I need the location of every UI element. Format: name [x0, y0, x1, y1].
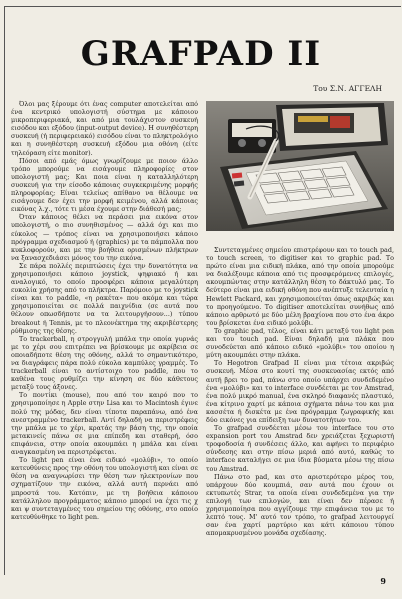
paragraph: Το grafpad συνδέεται μέσω του interface του στο expansion port του Amstrad δεν χρειάζεται ξεχωριστή τροφοδοσία ή συνδέσεις άλλο, και αφήνει το περιφέριο σύνδεσης και στην πίσω μεριά από αυτό, καθώς το interface καταλήγει σε μια ίδια βύσματα μέσω της πίσω του Amstrad.: [206, 424, 394, 473]
article-title: GRAFPAD II: [80, 34, 322, 74]
paragraph: Το ποντίκι (mouse), που από τον καιρό που το χρησιμοποίησε η Apple στην Lisa και το Macintosh έγινε πολύ της μόδας, δεν είναι τίποτα παραπάνω, από ένα ανεστραμμένο trackerball. Αντί δηλαδή να περιστρέφεις την μπάλα με το χέρι, κρατάς την βάση της, την οποία μετακινείς πάνω σε μια επίπεδη και σταθερή, όσο επιφάνεια, στην οποία ακουμπάει η μπάλα και είναι αναγκασμένη να περιστρέφεται.: [11, 391, 198, 457]
paragraph: Το Hegotron Grafpad II είναι μια τέτοια ακριβώς συσκευή. Μέσα στο κουτί της συσκευασίας εκτός από αυτή βρει το pad, πάνω στο οποίο υπάρχει συνδεδεμένο ένα «μολύβι» και το interface συνδέεται με τον Amstrad, ένα πολύ μικρό manual, ένα σκληρό διαφανές πλαστικό, ένα κίτρινο χαρτί με κάποια σχήματα πάνω του και μια κασσέτα ή δισκέτα με ένα πρόγραμμα ζωγραφικής και δύο εικόνες για επίδειξη των δυνατοτήτων του.: [206, 359, 394, 424]
left-text-column: [11, 100, 198, 568]
paragraph: Όλοι μας ξέρουμε ότι ένας computer αποτελείται από ένα κεντρικό υπολογιστή σύστημα με κάποιου μικροπεριφεριακά, και από μια τουλάχιστον συσκευή εισόδου και εξόδου (input-output device). Η συνηθέστερη συσκευή (ή περιφερειακό) εισόδου είναι το πληκτρολόγιο και η συνηθέστερη συσκευή εξόδου μια οθόνη (είτε τηλεόραση είτε monitor).: [11, 100, 198, 157]
article-byline: Του Σ.Ν. ΑΓΓΕΛΗ: [313, 84, 382, 93]
paragraph: Το light pen είναι ένα ειδικό «μολύβι», το οποίο κατευθύνεις προς την οθόνη του υπολογιστή και είναι σε θέση να αναγνωρίσει την θέση των ηλεκτρονίων που σχηματίζουν την εικόνα, αλλά αυτή περνάει από μπροστά του. Κατόπιν, με τη βοήθεια κάποιου κατάλληλου προγράμματος κάποιο μπορεί να έχει τις χ και ψ συντεταγμένες του σημείου της οθόνης, στο οποίο κατευθύνθηκε το light pen.: [11, 456, 198, 521]
paragraph: To graphic pad, τέλος, είναι κάτι μεταξύ του light pen και του touch pad. Είναι δηλαδή μια πλάκα που συνοδεύεται από κάποιο ειδικό «μολύβι» του οποίου η μύτη ακουμπάει στην πλάκα.: [206, 326, 394, 360]
software-cassette: [228, 119, 276, 153]
paragraph: Σε πάρα πολλές περιπτώσεις έχει την δυνατότητα να χρησιμοποιήσει κάποιο joystick, ψηφιακό ή και αναλογικό, το οποίο προσφέρει κάποια μεγαλύτερη ευκολία χρήσης από το πλήκτρα. Παρόμοιο με το joystick είναι και το paddle, «η ρακέτα» που ακόμα και τώρα χρησιμοποιείται σε πολλά παιχνίδια (σε αυτά που θέλουν οπωσδήποτε να τα λειτουργήσουν...) τύπου breakout ή Tennis, με το πλεονέκτημα της ακριβέστερης ρύθμισης της θέσης.: [11, 261, 198, 335]
right-text-column: [206, 246, 394, 570]
grafpad-photo: [206, 101, 394, 231]
paragraph: Συντεταγμένες σημείου επιστρέφουν και το touch pad, το touch screen, το digitiser και το graphic pad. Το πρώτο είναι μια ειδική πλάκα, από την οποία μπορούμε να διαλέξουμε κάποια από τις προσφερόμενες επιλογές, ακουμπώντας στην κατάλληλη θέση το δάκτυλό μας. Το δεύτερο είναι μια ειδική οθόνη που ανέπτυξε τελευταία η Hewlett Packard, και χρησιμοποιείται όπως ακριβώς και το προηγούμενο. Το digitiser αποτελείται συνήθως από κάποιο αρθρωτό με δύο μέλη βραχίονα που στο ένα άκρο του βρίσκεται ένα ειδικό μολύβι.: [206, 246, 394, 327]
packaging-box: [276, 103, 388, 151]
paragraph: Πάνω στο pad, και στο αριστερότερο μέρος του, υπάρχουν δύο κουμπιά, σαν αυτά που έχουν οι εκτυπωτές Strar, τα οποία είναι συνδεδεμένα για την επιλογή των επιλογών, και είναι δεν πέρασε ή χρησιμοποίησα που αγγίζουμε την επιφάνεια του με το λεπτό τους. Μ' αυτό τον τρόπο, το grafpad λειτουργεί σαν ένα χαρτί μαρτύριο και κάτι κάποιου τύπου απομακρυσμένου μονάδα σχεδίασης.: [206, 472, 394, 538]
paragraph: Πόσοι από εμάς όμως γνωρίζουμε με ποιον άλλο τρόπο μπορούμε να εισάγουμε πληροφορίες στον υπολογιστή μας; Και ποια είναι η καταλληλότερη συσκευή για την είσοδο κάποιας συγκεκριμένης μορφής πληροφορίας; Είναι τελείως απίθανο να θέλουμε να εισάγουμε δεν έχει την μορφή κειμένου, αλλά κάποιας εικόνας λ.χ., τότε τι μέσα έχουμε στην διάθεσή μας;: [11, 156, 198, 214]
grafpad-device-illustration: [206, 101, 394, 231]
paragraph: Το trackerball, η στρογγυλή μπάλα την οποία γυρνάς με το χέρι σου επιτρέπει να βρίσκουμε με ακρίβεια σε οποιαδήποτε θέση της οθόνης, αλλά το σημαντικότερο, να διαγράφεις πάρα πολύ εύκολα καμπύλες γραμμές. Το trackerball είναι το αντίστοιχο του paddle, που το καθένα τους ρυθμίζει την κίνηση σε δύο κάθετους μεταξύ τους άξονες.: [11, 334, 198, 392]
paragraph: Όταν κάποιος θέλει να περάσει μια εικόνα στον υπολογιστή, ο πιο συνηθισμένος — αλλά όχι και πιο εύκολος — τρόπος είναι να χρησιμοποιήσει κάποιο πρόγραμμα σχεδιασμού ή (graphics) με τα πάμπολλα που κυκλοφορούν, και με την βοήθεια ορισμένων πλήκτρων να ξανασχεδιάσει μόνος του την εικόνα.: [11, 213, 198, 262]
page-number: 9: [380, 576, 386, 586]
